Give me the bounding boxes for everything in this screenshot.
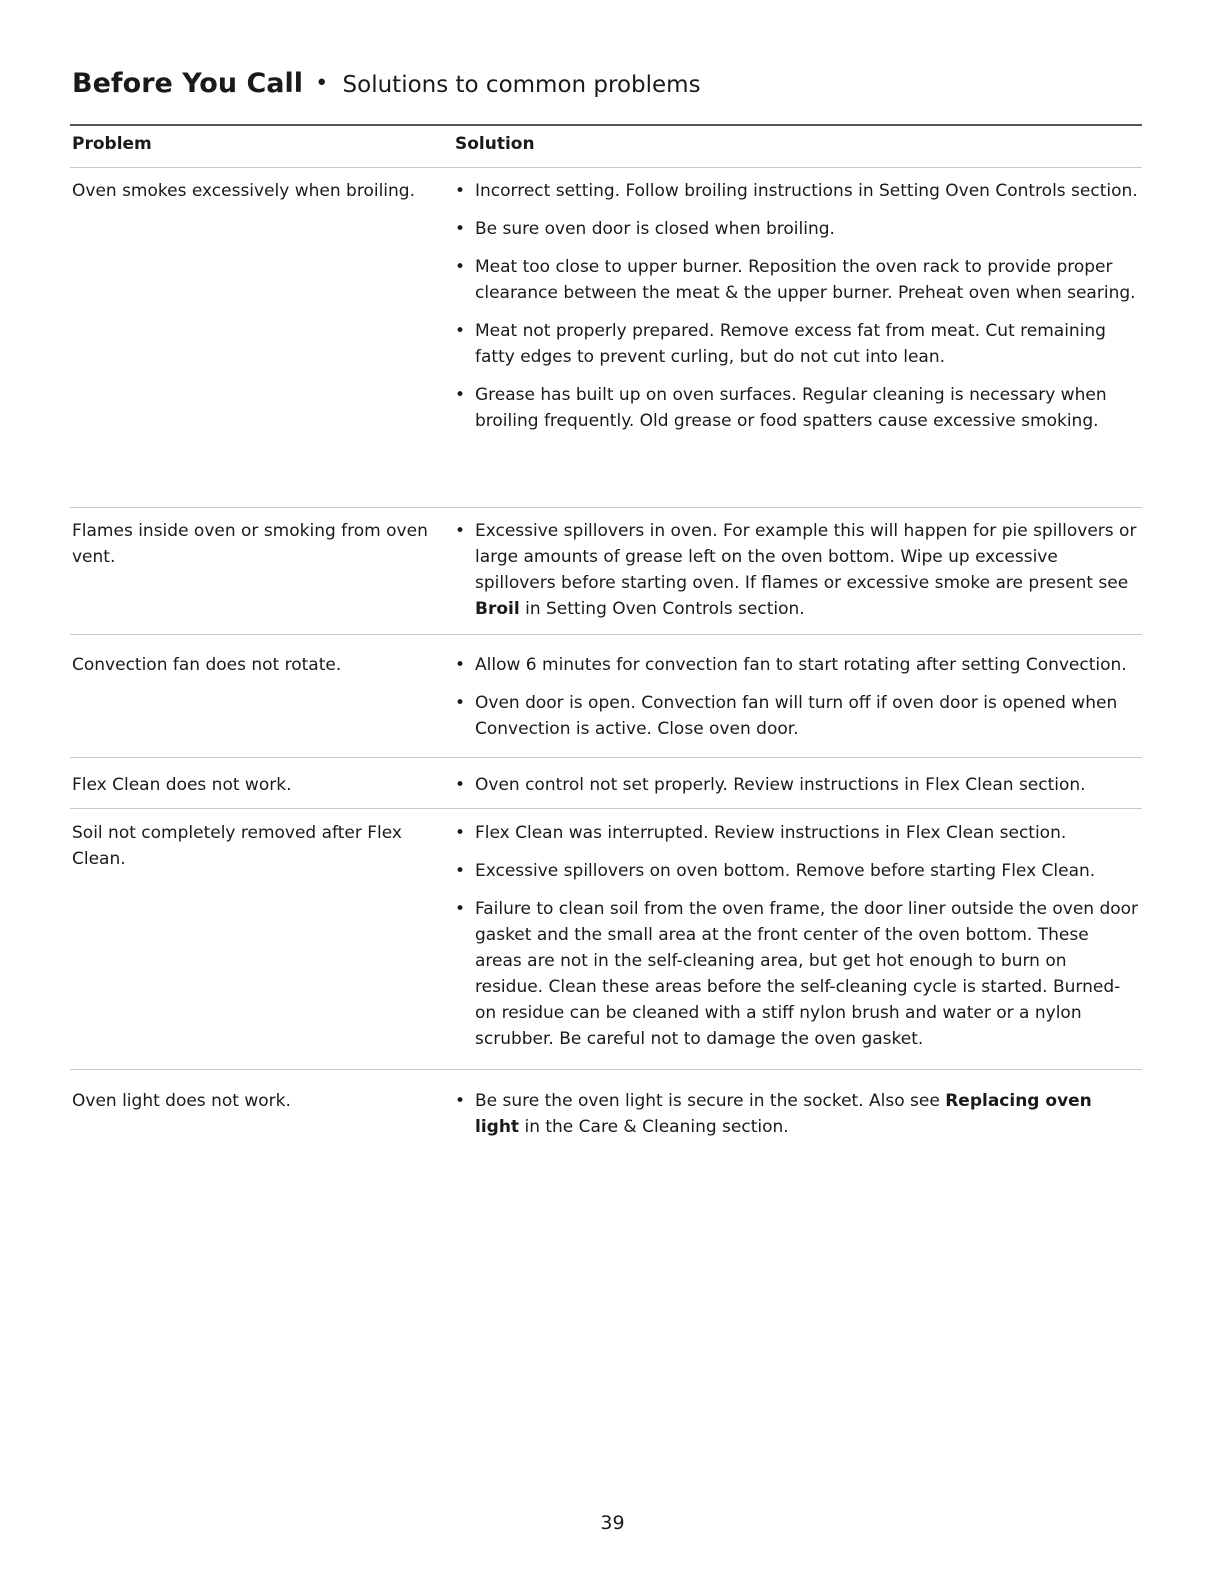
- bullet-icon: •: [455, 257, 466, 277]
- solution-text: Oven door is open. Convection fan will turn off if oven door is opened when Convection is active. Close oven door.: [475, 693, 1118, 739]
- solution-text: Be sure the oven light is secure in the socket. Also see: [475, 1091, 946, 1111]
- header-divider: [70, 124, 1142, 126]
- row-divider: [70, 808, 1142, 809]
- bullet-icon: •: [455, 655, 466, 675]
- solution-list: [455, 518, 1140, 634]
- row-divider: [70, 507, 1142, 508]
- bullet-icon: •: [455, 521, 466, 541]
- column-header-divider: [70, 167, 1142, 168]
- solution-item: [455, 382, 1140, 434]
- solution-text: Flex Clean was interrupted. Review instructions in Flex Clean section.: [475, 823, 1067, 843]
- bullet-icon: •: [455, 693, 466, 713]
- solution-bold-reference: Broil: [475, 599, 520, 619]
- row-divider: [70, 757, 1142, 758]
- column-header-solution: Solution: [455, 134, 535, 154]
- problem-text: Oven smokes excessively when broiling.: [72, 181, 415, 201]
- page-number: 39: [600, 1512, 625, 1534]
- solution-item: [455, 652, 1140, 678]
- row-divider: [70, 634, 1142, 635]
- column-header-problem: Problem: [72, 134, 152, 154]
- bullet-icon: •: [455, 1091, 466, 1111]
- solution-text: Excessive spillovers in oven. For example this will happen for pie spillovers or large amounts of grease left on the oven bottom. Wipe up excessive spillovers before starting oven. If flames or excessive smoke are present see: [475, 521, 1137, 593]
- bullet-icon: •: [455, 321, 466, 341]
- solution-text: Failure to clean soil from the oven frame, the door liner outside the oven door gasket and the small area at the front center of the oven bottom. These areas are not in the self-cleaning area, but get hot enough to burn on residue. Clean these areas before the self-cleaning cycle is started. Burned-on residue can be cleaned with a stiff nylon brush and water or a nylon scrubber. Be careful not to damage the oven gasket.: [475, 899, 1139, 1049]
- solution-text: Incorrect setting. Follow broiling instructions in Setting Oven Controls section.: [475, 181, 1138, 201]
- solution-item: [455, 178, 1140, 204]
- solution-text: Oven control not set properly. Review instructions in Flex Clean section.: [475, 775, 1086, 795]
- solution-item: [455, 216, 1140, 242]
- solution-item: [455, 254, 1140, 306]
- solution-list: [455, 772, 1140, 810]
- problem-text: Convection fan does not rotate.: [72, 655, 342, 675]
- solution-text: Meat too close to upper burner. Reposition the oven rack to provide proper clearance between the meat & the upper burner. Preheat oven when searing.: [475, 257, 1136, 303]
- problem-text: Flex Clean does not work.: [72, 775, 292, 795]
- solution-list: [455, 652, 1140, 754]
- problem-text: Flames inside oven or smoking from oven vent.: [72, 521, 428, 567]
- bullet-icon: •: [455, 181, 466, 201]
- solution-text: Excessive spillovers on oven bottom. Remove before starting Flex Clean.: [475, 861, 1096, 881]
- solution-text: Grease has built up on oven surfaces. Regular cleaning is necessary when broiling frequently. Old grease or food spatters cause excessive smoking.: [475, 385, 1107, 431]
- solution-item: [455, 858, 1140, 884]
- bullet-icon: •: [455, 823, 466, 843]
- solution-item: [455, 896, 1140, 1052]
- bullet-icon: •: [455, 219, 466, 239]
- solution-text: Be sure oven door is closed when broiling.: [475, 219, 835, 239]
- page-subtitle: Solutions to common problems: [342, 72, 701, 98]
- solution-bold-reference: Replacing oven light: [475, 1091, 1092, 1137]
- solution-list: [455, 1088, 1140, 1152]
- bullet-icon: •: [455, 775, 466, 795]
- page-title: Before You Call: [72, 68, 304, 99]
- solution-item: [455, 318, 1140, 370]
- bullet-icon: •: [455, 385, 466, 405]
- solution-text: in Setting Oven Controls section.: [519, 599, 805, 619]
- solution-text: Allow 6 minutes for convection fan to start rotating after setting Convection.: [475, 655, 1127, 675]
- solution-list: [455, 178, 1140, 446]
- solution-item: [455, 518, 1140, 622]
- solution-list: [455, 820, 1140, 1064]
- row-divider: [70, 1069, 1142, 1070]
- bullet-icon: •: [455, 899, 466, 919]
- problem-text: Oven light does not work.: [72, 1091, 291, 1111]
- solution-item: [455, 1088, 1140, 1140]
- problem-text: Soil not completely removed after Flex Clean.: [72, 823, 402, 869]
- page-header: [72, 70, 701, 97]
- solution-item: [455, 772, 1140, 798]
- solution-text: Meat not properly prepared. Remove excess fat from meat. Cut remaining fatty edges to prevent curling, but do not cut into lean.: [475, 321, 1106, 367]
- solution-text: in the Care & Cleaning section.: [519, 1117, 789, 1137]
- solution-item: [455, 690, 1140, 742]
- bullet-icon: •: [455, 861, 466, 881]
- solution-item: [455, 820, 1140, 846]
- title-separator: •: [315, 71, 329, 96]
